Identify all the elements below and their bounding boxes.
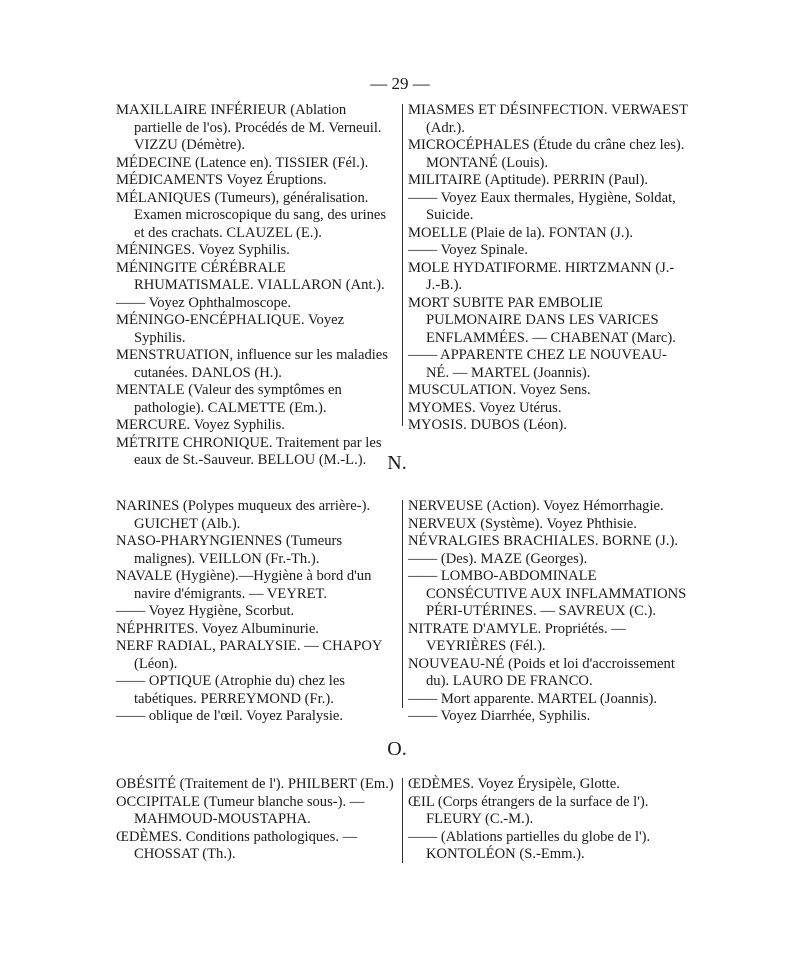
index-entry: NERVEUSE (Action). Voyez Hémorrhagie.: [408, 498, 664, 514]
section-n: [116, 498, 688, 724]
index-entry: MILITAIRE (Aptitude). PERRIN (Paul).: [408, 172, 648, 188]
index-entry: NÉVRALGIES BRACHIALES. BORNE (J.).: [408, 533, 678, 549]
index-entry: —— LOMBO-ABDOMINALE CONSÉCUTIVE AUX INFLAMMATIONS PÉRI-UTÉRINES. — SAVREUX (C.).: [408, 568, 687, 619]
index-entry: MOLE HYDATIFORME. HIRTZMANN (J.-J.-B.).: [408, 259, 675, 293]
index-entry: MENTALE (Valeur des symptômes en pathologie). CALMETTE (Em.).: [116, 382, 342, 416]
index-entry: —— Voyez Diarrhée, Syphilis.: [408, 708, 591, 724]
index-entry: MÉTRITE CHRONIQUE. Traitement par les eaux de St.-Sauveur. BELLOU (M.-L.).: [116, 434, 382, 468]
index-entry: MYOSIS. DUBOS (Léon).: [408, 417, 567, 433]
index-entry: MÉDICAMENTS Voyez Éruptions.: [116, 172, 327, 188]
index-entry: ŒIL (Corps étrangers de la surface de l'). FLEURY (C.-M.).: [408, 793, 649, 827]
index-entry: NAVALE (Hygiène).—Hygiène à bord d'un navire d'émigrants. — VEYRET.: [116, 568, 372, 602]
index-entry: MAXILLAIRE INFÉRIEUR (Ablation partielle de l'os). Procédés de M. Verneuil. VIZZU (Démètre).: [116, 102, 382, 153]
index-entry: —— OPTIQUE (Atrophie du) chez les tabétiques. PERREYMOND (Fr.).: [116, 673, 345, 707]
index-entry: —— Voyez Ophthalmoscope.: [116, 294, 291, 311]
index-entry: MÉNINGO-ENCÉPHALIQUE. Voyez Syphilis.: [116, 312, 345, 346]
section-heading-n: N.: [387, 452, 407, 474]
index-entry: —— Mort apparente. MARTEL (Joannis).: [408, 690, 658, 707]
index-entry: OCCIPITALE (Tumeur blanche sous-). — MAHMOUD-MOUSTAPHA.: [116, 793, 365, 827]
index-entry: MÉDECINE (Latence en). TISSIER (Fél.).: [116, 154, 369, 171]
index-entry: MÉNINGITE CÉRÉBRALE RHUMATISMALE. VIALLARON (Ant.).: [116, 259, 385, 293]
column-divider: [402, 778, 403, 863]
index-entry: MICROCÉPHALES (Étude du crâne chez les). MONTANÉ (Louis).: [408, 137, 685, 171]
index-entry: NÉPHRITES. Voyez Albuminurie.: [116, 620, 319, 637]
index-entry: NASO-PHARYNGIENNES (Tumeurs malignes). VEILLON (Fr.-Th.).: [116, 533, 343, 567]
section-m-left-column: [116, 102, 396, 470]
index-entry: —— oblique de l'œil. Voyez Paralysie.: [116, 708, 344, 724]
index-entry: NITRATE D'AMYLE. Propriétés. — VEYRIÈRES (Fél.).: [408, 620, 626, 654]
index-entry: MERCURE. Voyez Syphilis.: [116, 417, 285, 433]
index-entry: MORT SUBITE PAR EMBOLIE PULMONAIRE DANS LES VARICES ENFLAMMÉES. — CHABENAT (Marc).: [408, 294, 676, 346]
index-entry: —— (Des). MAZE (Georges).: [408, 550, 588, 567]
index-entry: —— APPARENTE CHEZ LE NOUVEAU-NÉ. — MARTEL (Joannis).: [408, 347, 667, 381]
column-divider: [402, 104, 403, 426]
section-m-right-column: [408, 102, 688, 435]
index-entry: —— Voyez Hygiène, Scorbut.: [116, 603, 295, 619]
section-n-right-column: [408, 498, 688, 726]
index-entry: MYOMES. Voyez Utérus.: [408, 399, 562, 416]
column-divider: [402, 500, 403, 708]
index-entry: —— Voyez Eaux thermales, Hygiène, Soldat, Suicide.: [408, 189, 676, 223]
page-number: — 29 —: [370, 74, 430, 93]
index-entry: MIASMES ET DÉSINFECTION. VERWAEST (Adr.).: [408, 102, 688, 136]
section-o-left-column: [116, 776, 396, 864]
index-entry: —— Voyez Spinale.: [408, 242, 528, 258]
index-entry: MUSCULATION. Voyez Sens.: [408, 382, 591, 398]
section-o-right-column: [408, 776, 688, 864]
section-o: [116, 776, 688, 866]
index-entry: MOELLE (Plaie de la). FONTAN (J.).: [408, 224, 633, 241]
section-m: [116, 102, 688, 468]
index-entry: NOUVEAU-NÉ (Poids et loi d'accroissement du). LAURO DE FRANCO.: [408, 655, 675, 689]
section-heading-o: O.: [387, 738, 407, 760]
index-entry: NARINES (Polypes muqueux des arrière-). GUICHET (Alb.).: [116, 498, 371, 532]
index-entry: MENSTRUATION, influence sur les maladies cutanées. DANLOS (H.).: [116, 347, 388, 381]
section-n-left-column: [116, 498, 396, 726]
index-entry: OBÉSITÉ (Traitement de l'). PHILBERT (Em.): [116, 776, 394, 792]
index-entry: MÉLANIQUES (Tumeurs), généralisation. Examen microscopique du sang, des urines et des crachats. CLAUZEL (E.).: [116, 189, 387, 241]
index-entry: ŒDÈMES. Voyez Érysipèle, Glotte.: [408, 776, 620, 792]
index-entry: NERF RADIAL, PARALYSIE. — CHAPOY (Léon).: [116, 638, 382, 672]
index-entry: NERVEUX (Système). Voyez Phthisie.: [408, 515, 637, 532]
index-entry: —— (Ablations partielles du globe de l'). KONTOLÉON (S.-Emm.).: [408, 828, 651, 862]
index-entry: ŒDÈMES. Conditions pathologiques. — CHOSSAT (Th.).: [116, 828, 358, 862]
index-entry: MÉNINGES. Voyez Syphilis.: [116, 242, 290, 258]
